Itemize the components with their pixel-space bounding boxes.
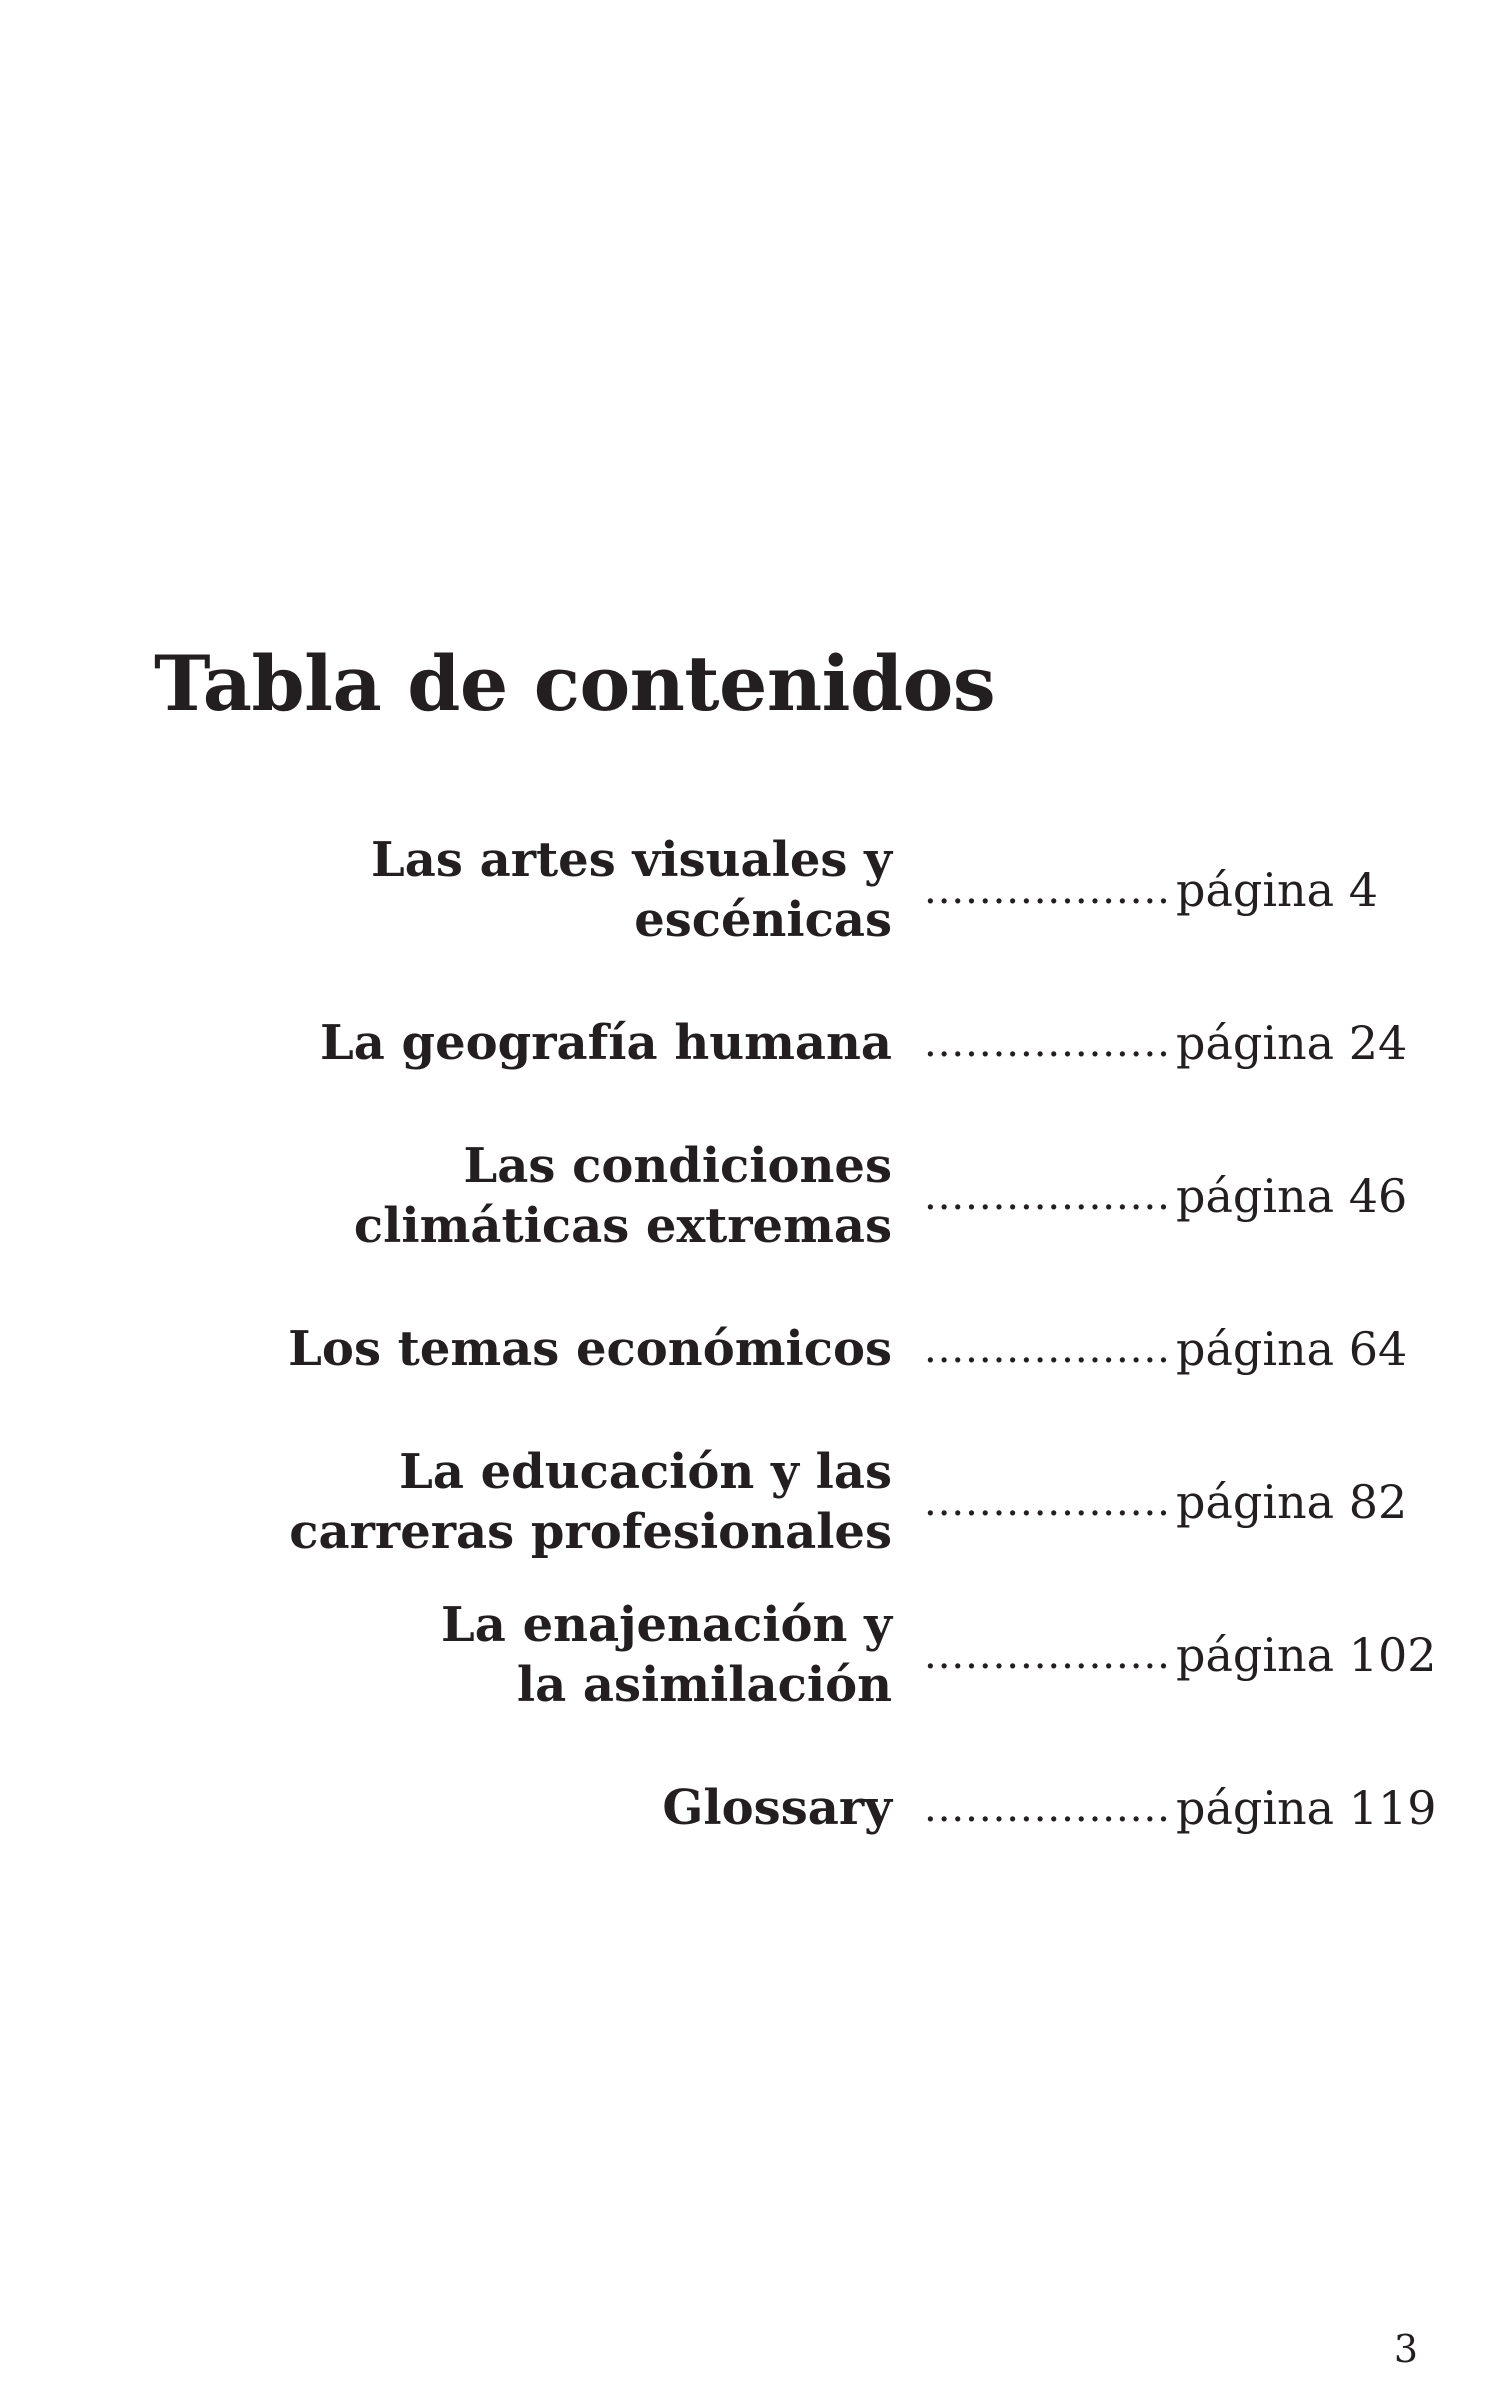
dot-leader: .................. bbox=[924, 1785, 1171, 1831]
dot-leader: .................. bbox=[924, 1326, 1171, 1372]
page-number: 3 bbox=[1393, 2327, 1418, 2371]
toc-entry-title: Las condiciones climáticas extremas bbox=[353, 1138, 892, 1254]
toc-entry-title: Glossary bbox=[662, 1780, 892, 1836]
toc-entry-page: página 46 bbox=[1176, 1169, 1408, 1223]
toc-entry[interactable] bbox=[0, 1595, 1500, 1715]
toc-entry-title: Las artes visuales y escénicas bbox=[371, 832, 892, 948]
toc-entry-page: página 64 bbox=[1176, 1322, 1408, 1376]
page-title: Tabla de contenidos bbox=[154, 639, 996, 728]
toc-entry-page: página 119 bbox=[1176, 1781, 1437, 1835]
toc-entry-title: Los temas económicos bbox=[288, 1321, 892, 1377]
toc-entry-title: La geografía humana bbox=[319, 1015, 892, 1071]
dot-leader: .................. bbox=[924, 867, 1171, 913]
toc-entry[interactable] bbox=[0, 1289, 1500, 1409]
toc-entry[interactable] bbox=[0, 983, 1500, 1103]
toc-entry[interactable] bbox=[0, 1442, 1500, 1562]
toc-entry[interactable] bbox=[0, 830, 1500, 950]
toc-entry-title: La educación y las carreras profesionales bbox=[289, 1444, 892, 1560]
toc-entry-page: página 102 bbox=[1176, 1628, 1437, 1682]
toc-entry-title: La enajenación y la asimilación bbox=[441, 1597, 892, 1713]
toc-entry-page: página 4 bbox=[1176, 863, 1378, 917]
dot-leader: .................. bbox=[924, 1479, 1171, 1525]
toc-entry[interactable] bbox=[0, 1136, 1500, 1256]
dot-leader: .................. bbox=[924, 1020, 1171, 1066]
toc-entry[interactable] bbox=[0, 1748, 1500, 1868]
toc-entry-page: página 82 bbox=[1176, 1475, 1408, 1529]
dot-leader: .................. bbox=[924, 1632, 1171, 1678]
dot-leader: .................. bbox=[924, 1173, 1171, 1219]
toc-entry-page: página 24 bbox=[1176, 1016, 1408, 1070]
